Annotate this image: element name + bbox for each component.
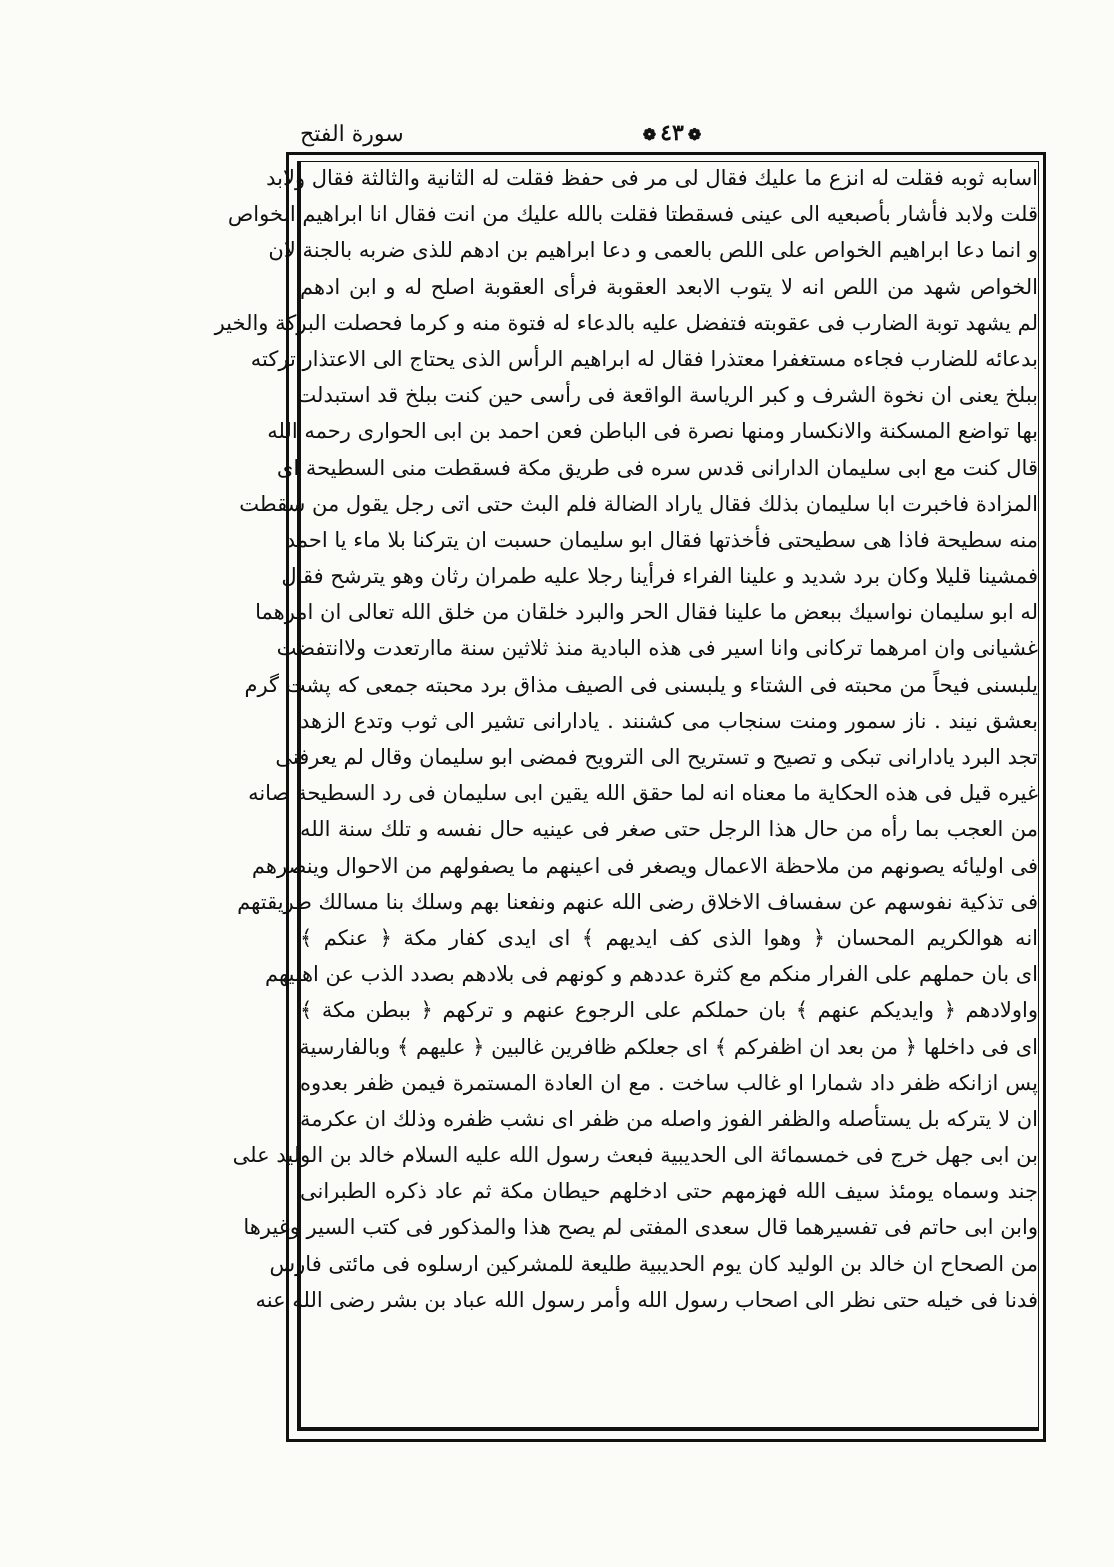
text-line: اى فى داخلها ﴿ من بعد ان اظفركم ﴾ اى جعلكم ظافرين غالبين ﴿ عليهم ﴾ وبالفارسية	[299, 1034, 1038, 1059]
text-line: واولادهم ﴿ وايديكم عنهم ﴾ بان حملكم على الرجوع عنهم و تركهم ﴿ ببطن مكة ﴾	[300, 998, 1038, 1023]
text-line: جند وسماه يومئذ سيف الله فهزمهم حتى ادخلهم حيطان مكة ثم عاد ذكره الطبرانى	[300, 1179, 1038, 1204]
text-line: اسابه ثوبه فقلت له انزع ما عليك فقال لى مر فى حفظ فقلت له الثانية والثالثة فقال ولابد	[266, 166, 1038, 190]
text-line: پس ازانكه ظفر داد شمارا او غالب ساخت . مع ان العادة المستمرة فيمن ظفر بعدوه	[300, 1070, 1038, 1095]
text-line: وابن ابى حاتم فى تفسيرهما قال سعدى المفتى لم يصح هذا والمذكور فى كتب السير وغيرها	[243, 1215, 1038, 1240]
text-body	[214, 160, 1038, 1428]
text-line: قلت ولابد فأشار بأصبعيه الى عينى فسقطتا فقلت بالله عليك من انت فقال انا ابراهيم الخواص	[227, 202, 1038, 227]
page-number: ٤٣	[660, 120, 684, 146]
text-line: بها تواضع المسكنة والانكسار ومنها نصرة فى الباطن فعن احمد بن ابى الحوارى رحمه الله	[267, 419, 1038, 444]
page-number-block	[612, 120, 732, 146]
text-line: فدنا فى خيله حتى نظر الى اصحاب رسول الله وأمر رسول الله عباد بن بشر رضى الله عنه	[255, 1287, 1038, 1312]
surah-title: سورة الفتح	[300, 122, 404, 147]
text-line: من الصحاح ان خالد بن الوليد كان يوم الحديبية طليعة للمشركين ارسلوه فى مائتى فارس	[269, 1251, 1038, 1276]
text-line: قال كنت مع ابى سليمان الدارانى قدس سره فى طريق مكة فسقطت منى السطيحة اى	[276, 455, 1038, 480]
page-header	[290, 118, 1035, 154]
text-line: المزادة فاخبرت ابا سليمان بذلك فقال ياراد الضالة فلم البث حتى اتى رجل يقول من سقطت	[239, 491, 1038, 516]
text-line: اى بان حملهم على الفرار منكم مع كثرة عددهم و كونهم فى بلادهم بصدد الذب عن اهليهم	[265, 962, 1038, 987]
text-line: منه سطيحة فاذا هى سطيحتى فأخذتها فقال ابو سليمان حسبت ان يتركنا بلا ماء يا احمد	[285, 527, 1038, 552]
text-line: بدعائه للضارب فجاءه مستغفرا معتذرا فقال له ابراهيم الرأس الذى يحتاج الى الاعتذار تركته	[250, 346, 1038, 371]
text-line: بعشق نيند . ناز سمور ومنت سنجاب مى كشنند . يادارانى تشير الى ثوب وتدع الزهد	[300, 708, 1038, 733]
text-line: لم يشهد توبة الضارب فى عقوبته فتفضل عليه بالدعاء له فتوة منه و كرما فحصلت البركة والخير	[214, 310, 1038, 335]
text-line: تجد البرد يادارانى تبكى و تصيح و تستريح الى الترويح فمضى ابو سليمان وقال لم يعرفنى	[275, 745, 1038, 769]
text-line: غشيانى وان امرهما تركانى وانا اسير فى هذه البادية منذ ثلاثين سنة ماارتعدت ولاانتفضت	[276, 636, 1038, 661]
text-line: ببلخ يعنى ان نخوة الشرف و كبر الرياسة الواقعة فى رأسى حين كنت ببلخ قد استبدلت	[296, 383, 1038, 408]
text-line: بن ابى جهل خرج فى خمسمائة الى الحديبية فبعث رسول الله عليه السلام خالد بن الوليد على	[232, 1143, 1038, 1168]
text-line: يلبسنى فيحاً من محبته فى الشتاء و يلبسنى فى الصيف مذاق برد محبته جمعى كه پشت گرم	[244, 672, 1038, 697]
text-line: فى اوليائه يصونهم من ملاحظة الاعمال ويصغر فى اعينهم ما يصفولهم من الاحوال وينصرهم	[251, 853, 1038, 878]
text-line: و انما دعا ابراهيم الخواص على اللص بالعمى و دعا ابراهيم بن ادهم للذى ضربه بالجنة لان	[268, 238, 1038, 263]
text-line: فمشينا قليلا وكان برد شديد و علينا الفراء فرأينا رجلا عليه طمران رثان وهو يترشح فقال	[281, 564, 1038, 589]
ornament-icon: ❁	[642, 125, 657, 144]
ornament-icon: ❁	[687, 125, 702, 144]
text-line: ان لا يتركه بل يستأصله والظفر الفوز واصله من ظفر اى نشب ظفره وذلك ان عكرمة	[300, 1106, 1038, 1131]
text-line: له ابو سليمان نواسيك ببعض ما علينا فقال الحر والبرد خلقان من خلق الله تعالى ان امرهما	[255, 600, 1038, 625]
text-line: من العجب بما رأه من حال هذا الرجل حتى صغر فى عينيه حال نفسه و تلك سنة الله	[300, 817, 1038, 842]
text-line: الخواص شهد من اللص انه لا يتوب الابعد العقوبة فرأى العقوبة اصلح له و ابن ادهم	[300, 274, 1038, 299]
text-line: انه هوالكريم المحسان ﴿ وهوا الذى كف ايديهم ﴾ اى ايدى كفار مكة ﴿ عنكم ﴾	[300, 925, 1038, 950]
text-line: غيره قيل فى هذه الحكاية ما معناه انه لما حقق الله يقين ابى سليمان فى رد السطيحة صانه	[248, 781, 1038, 806]
text-line: فى تذكية نفوسهم عن سفساف الاخلاق رضى الله عنهم ونفعنا بهم وسلك بنا مسالك طريقتهم	[237, 889, 1038, 914]
